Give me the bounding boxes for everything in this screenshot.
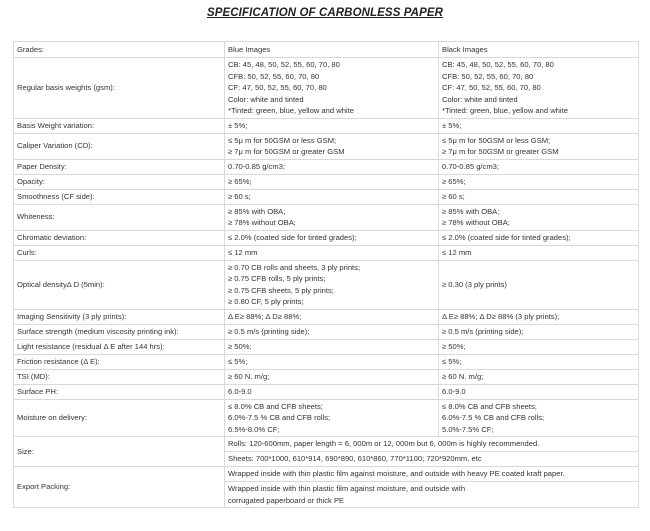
cell-line: ≥ 7μ m for 50GSM or greater GSM — [228, 147, 345, 156]
black-images-cell — [439, 354, 639, 369]
blue-images-cell — [225, 159, 439, 174]
table-row — [14, 159, 639, 174]
cell-line: ≥ 0.80 CF, 5 ply prints; — [228, 297, 304, 306]
row-label: Moisture on delivery: — [14, 399, 225, 437]
cell-line: ± 5%; — [228, 120, 248, 130]
page-title: SPECIFICATION OF CARBONLESS PAPER — [206, 7, 444, 19]
cell-line: ≤ 8.0% CB and CFB sheets; — [442, 401, 537, 411]
blue-images-cell — [225, 309, 439, 324]
cell-line: ≤ 8.0% CB and CFB sheets; — [228, 401, 323, 411]
cell-line: corrugated paperboard or thick PE — [228, 495, 345, 505]
blue-images-cell — [225, 58, 439, 119]
table-row — [14, 230, 639, 245]
black-images-cell — [439, 58, 639, 119]
blue-images-cell — [225, 324, 439, 339]
table-row — [14, 189, 639, 204]
cell-line: 0.70-0.85 g/cm3; — [228, 161, 285, 171]
cell-line: ≥ 0.70 CB rolls and sheets, 3 ply prints; — [228, 262, 361, 272]
cell-line: Color: white and tinted — [442, 94, 518, 104]
black-images-cell — [439, 339, 639, 354]
header-black-images: Black Images — [439, 42, 639, 58]
size-row — [14, 437, 639, 452]
cell-line: CFB: 50, 52, 55, 60, 70, 80 — [228, 71, 320, 81]
table-row — [14, 369, 639, 384]
row-label: TSI (MD): — [14, 369, 225, 384]
row-label: Regular basis weights (gsm): — [14, 58, 225, 119]
row-label: Smoothness (CF side): — [14, 189, 225, 204]
black-images-cell — [439, 399, 639, 437]
cell-line: ≥ 78% without OBA; — [228, 218, 296, 227]
cell-line: ± 5%; — [442, 120, 462, 130]
cell-line: ≥ 7μ m for 50GSM or greater GSM — [442, 147, 559, 156]
black-images-cell — [439, 384, 639, 399]
row-label: Paper Density: — [14, 159, 225, 174]
cell-line: 6.0%-7.5 % CB and CFB rolls; — [442, 413, 545, 422]
row-label: Basis Weight variation: — [14, 118, 225, 133]
cell-line: ≤ 5%; — [228, 356, 248, 366]
blue-images-cell — [225, 230, 439, 245]
cell-line: Wrapped inside with thin plastic film against moisture, and outside with — [228, 484, 466, 493]
cell-line: ≥ 78% without OBA; — [442, 218, 510, 227]
table-row — [14, 204, 639, 230]
header-blue-images: Blue Images — [225, 42, 439, 58]
cell-line: 6.0-9.0 — [442, 386, 466, 396]
packing-line-2 — [225, 482, 639, 508]
size-rolls: Rolls: 120-600mm, paper length = 6, 000m or 12, 000m but 6, 000m is highly recommended. — [225, 437, 639, 452]
blue-images-cell — [225, 369, 439, 384]
black-images-cell — [439, 159, 639, 174]
cell-line: ≥ 60 s; — [228, 191, 251, 201]
cell-line: CF: 47, 50, 52, 55, 60, 70, 80 — [442, 83, 541, 92]
cell-line: ≤ 12 mm — [442, 247, 472, 257]
cell-line: 6.0-9.0 — [228, 386, 252, 396]
blue-images-cell — [225, 339, 439, 354]
cell-line: CFB: 50, 52, 55, 60, 70, 80 — [442, 71, 534, 81]
black-images-cell — [439, 245, 639, 260]
cell-line: *Tinted: green, blue, yellow and white — [228, 106, 354, 115]
cell-line: ≤ 5μ m for 50GSM or less GSM; — [442, 135, 551, 145]
blue-images-cell — [225, 399, 439, 437]
black-images-cell — [439, 309, 639, 324]
packing-line-1: Wrapped inside with thin plastic film against moisture, and outside with heavy PE coated kraft paper. — [225, 467, 639, 482]
blue-images-cell — [225, 384, 439, 399]
row-label: Optical densityΔ D (5min): — [14, 260, 225, 309]
blue-images-cell — [225, 245, 439, 260]
size-label: Size: — [14, 437, 225, 467]
cell-line: ≥ 60 N. m/g; — [442, 371, 484, 381]
cell-line: ≤ 12 mm — [228, 247, 258, 257]
table-row — [14, 309, 639, 324]
cell-line: CF: 47, 50, 52, 55, 60, 70, 80 — [228, 83, 327, 92]
row-label: Surface PH: — [14, 384, 225, 399]
cell-line: *Tinted: green, blue, yellow and white — [442, 106, 568, 115]
cell-line: Δ E≥ 88%; Δ D≥ 88% (3 ply prints); — [442, 311, 560, 321]
black-images-cell — [439, 260, 639, 309]
blue-images-cell — [225, 133, 439, 159]
table-header-row — [14, 42, 639, 58]
cell-line: ≥ 65%; — [228, 176, 252, 186]
blue-images-cell — [225, 174, 439, 189]
cell-line: ≥ 85% with OBA; — [228, 206, 286, 216]
cell-line: ≥ 50%; — [228, 341, 252, 351]
row-label: Surface strength (medium viscosity printing ink): — [14, 324, 225, 339]
black-images-cell — [439, 118, 639, 133]
size-sheets: Sheets: 700*1000, 610*914, 690*890, 610*860, 770*1100; 720*920mm, etc — [225, 452, 639, 467]
spec-table — [13, 41, 639, 508]
cell-line: Δ E≥ 88%; Δ D≥ 88%; — [228, 311, 302, 321]
table-row — [14, 118, 639, 133]
row-label: Curls: — [14, 245, 225, 260]
cell-line: ≤ 5μ m for 50GSM or less GSM; — [228, 135, 337, 145]
row-label: Opacity: — [14, 174, 225, 189]
cell-line: ≥ 60 N. m/g; — [228, 371, 270, 381]
blue-images-cell — [225, 118, 439, 133]
cell-line: ≥ 50%; — [442, 341, 466, 351]
table-row — [14, 339, 639, 354]
cell-line: 5.0%-7.5% CF; — [442, 424, 494, 434]
row-label: Friction resistance (Δ E): — [14, 354, 225, 369]
cell-line: Color: white and tinted — [228, 94, 304, 104]
cell-line: CB: 45, 48, 50, 52, 55, 60, 70, 80 — [442, 60, 554, 69]
cell-line: ≤ 2.0% (coated side for tinted grades); — [228, 232, 357, 242]
blue-images-cell — [225, 189, 439, 204]
packing-row — [14, 467, 639, 482]
row-label: Chromatic deviation: — [14, 230, 225, 245]
header-grades: Grades: — [14, 42, 225, 58]
blue-images-cell — [225, 260, 439, 309]
row-label: Whiteness: — [14, 204, 225, 230]
black-images-cell — [439, 174, 639, 189]
cell-line: ≤ 2.0% (coated side for tinted grades); — [442, 232, 571, 242]
cell-line: ≥ 0.75 CFB rolls, 5 ply prints; — [228, 274, 326, 283]
black-images-cell — [439, 230, 639, 245]
cell-line: ≥ 65%; — [442, 176, 466, 186]
packing-label: Export Packing: — [14, 467, 225, 508]
table-row — [14, 174, 639, 189]
black-images-cell — [439, 204, 639, 230]
cell-line: ≥ 0.75 CFB sheets, 5 ply prints; — [228, 285, 334, 295]
table-row — [14, 58, 639, 119]
cell-line: 6.0%-7.5 % CB and CFB rolls; — [228, 413, 331, 422]
cell-line: ≥ 0.5 m/s (printing side); — [442, 326, 524, 336]
cell-line: CB: 45, 48, 50, 52, 55, 60, 70, 80 — [228, 60, 340, 69]
table-row — [14, 324, 639, 339]
cell-line: ≥ 85% with OBA; — [442, 206, 500, 216]
blue-images-cell — [225, 204, 439, 230]
black-images-cell — [439, 369, 639, 384]
table-row — [14, 384, 639, 399]
table-row — [14, 245, 639, 260]
table-row — [14, 133, 639, 159]
table-row — [14, 354, 639, 369]
cell-line: 6.5%-8.0% CF; — [228, 424, 280, 434]
cell-line: ≤ 5%; — [442, 356, 462, 366]
black-images-cell — [439, 324, 639, 339]
table-row — [14, 399, 639, 437]
black-images-cell — [439, 133, 639, 159]
cell-line: ≥ 60 s; — [442, 191, 465, 201]
cell-line: ≥ 0.30 (3 ply prints) — [442, 279, 507, 289]
black-images-cell — [439, 189, 639, 204]
cell-line: 0.70-0.85 g/cm3; — [442, 161, 499, 171]
row-label: Light resistance (residual Δ E after 144 hrs): — [14, 339, 225, 354]
table-row — [14, 260, 639, 309]
row-label: Caliper Variation (CD): — [14, 133, 225, 159]
blue-images-cell — [225, 354, 439, 369]
row-label: Imaging Sensitivity (3 ply prints): — [14, 309, 225, 324]
cell-line: ≥ 0.5 m/s (printing side); — [228, 326, 310, 336]
